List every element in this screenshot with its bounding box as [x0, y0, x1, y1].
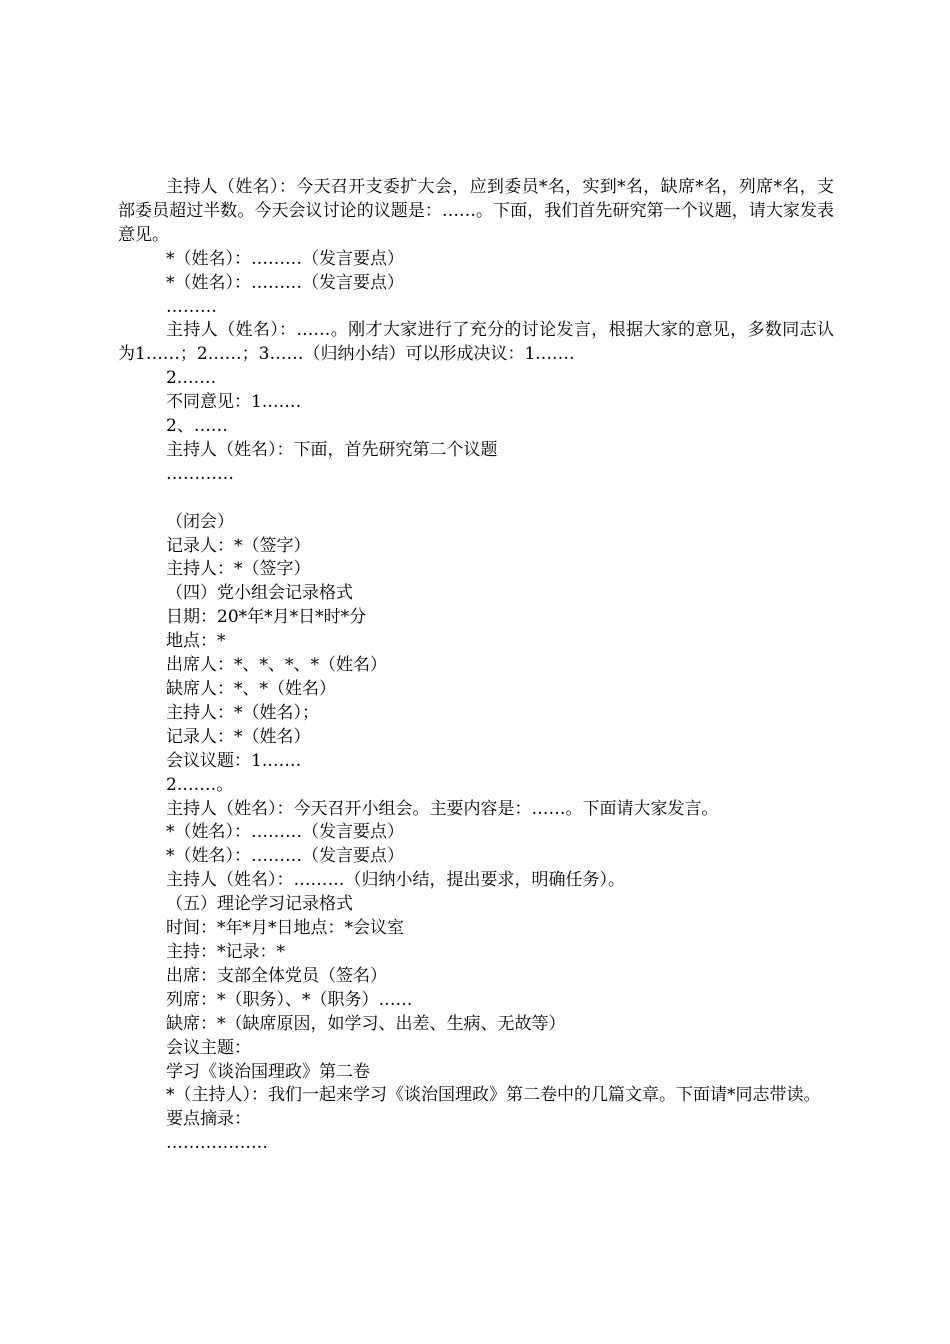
paragraph-observers: 列席：*（职务）、*（职务）…… [166, 989, 413, 1010]
paragraph-group-speaker-1: *（姓名）：………（发言要点） [166, 822, 404, 843]
paragraph-second-topic: 主持人（姓名）：下面，首先研究第二个议题 [166, 439, 498, 460]
paragraph-meeting-close: （闭会） [166, 511, 234, 532]
paragraph-committee-opening: 主持人（姓名）：今天召开支委扩大会，应到委员*名，实到*名，缺席*名，列席*名，支部委员超过半数。今天会议讨论的议题是：……。下面，我们首先研究第一个议题，请大家发表意见。 [118, 177, 834, 245]
paragraph-recorder: 记录人：*（姓名） [166, 726, 311, 747]
paragraph-agenda-1: 会议议题：1.…… [166, 750, 302, 771]
paragraph-agenda-2: 2.……。 [166, 774, 234, 795]
paragraph-date: 日期：20*年*月*日*时*分 [166, 607, 367, 628]
paragraph-ellipsis: ……… [166, 296, 217, 317]
paragraph-meeting-theme-label: 会议主题： [166, 1037, 251, 1058]
paragraph-dissent-1: 不同意见：1.…… [166, 392, 302, 413]
blank-line [118, 487, 834, 511]
paragraph-ellipsis-2: ………… [166, 463, 234, 484]
paragraph-group-opening: 主持人（姓名）：今天召开小组会。主要内容是：……。下面请大家发言。 [166, 798, 719, 819]
paragraph-host: 主持人：*（姓名）； [166, 702, 319, 723]
paragraph-study-attendees: 出席：支部全体党员（签名） [166, 965, 387, 986]
paragraph-study-host-remark: *（主持人）：我们一起来学习《谈治国理政》第二卷中的几篇文章。下面请*同志带读。 [166, 1085, 821, 1106]
section-heading-party-group: （四）党小组会记录格式 [166, 583, 353, 604]
paragraph-time-location: 时间：*年*月*日地点：*会议室 [166, 918, 404, 939]
paragraph-location: 地点：* [166, 631, 226, 652]
paragraph-absentees: 缺席人：*、*（姓名） [166, 679, 336, 700]
paragraph-resolution-2: 2.…… [166, 368, 217, 389]
paragraph-group-speaker-2: *（姓名）：………（发言要点） [166, 846, 404, 867]
paragraph-study-absentees: 缺席：*（缺席原因，如学习、出差、生病、无故等） [166, 1013, 566, 1034]
paragraph-dissent-2: 2、…… [166, 416, 228, 437]
section-heading-theory-study: （五）理论学习记录格式 [166, 894, 353, 915]
paragraph-committee-resolution: 主持人（姓名）：……。刚才大家进行了充分的讨论发言，根据大家的意见，多数同志认为1……；2……；3……（归纳小结）可以形成决议：1.…… [118, 320, 834, 365]
paragraph-meeting-theme: 学习《谈治国理政》第二卷 [166, 1061, 370, 1082]
paragraph-host-signature: 主持人：*（签字） [166, 559, 311, 580]
paragraph-group-summary: 主持人（姓名）：………（归纳小结，提出要求，明确任务）。 [166, 870, 625, 891]
paragraph-host-recorder: 主持：*记录：* [166, 941, 285, 962]
document-body [118, 176, 834, 1156]
paragraph-key-points-ellipsis: ……………… [166, 1133, 268, 1154]
paragraph-speaker-2: *（姓名）：………（发言要点） [166, 272, 404, 293]
paragraph-key-points-label: 要点摘录： [166, 1109, 251, 1130]
paragraph-recorder-signature: 记录人：*（签字） [166, 535, 311, 556]
paragraph-attendees: 出席人：*、*、*、*（姓名） [166, 655, 387, 676]
paragraph-speaker-1: *（姓名）：………（发言要点） [166, 248, 404, 269]
